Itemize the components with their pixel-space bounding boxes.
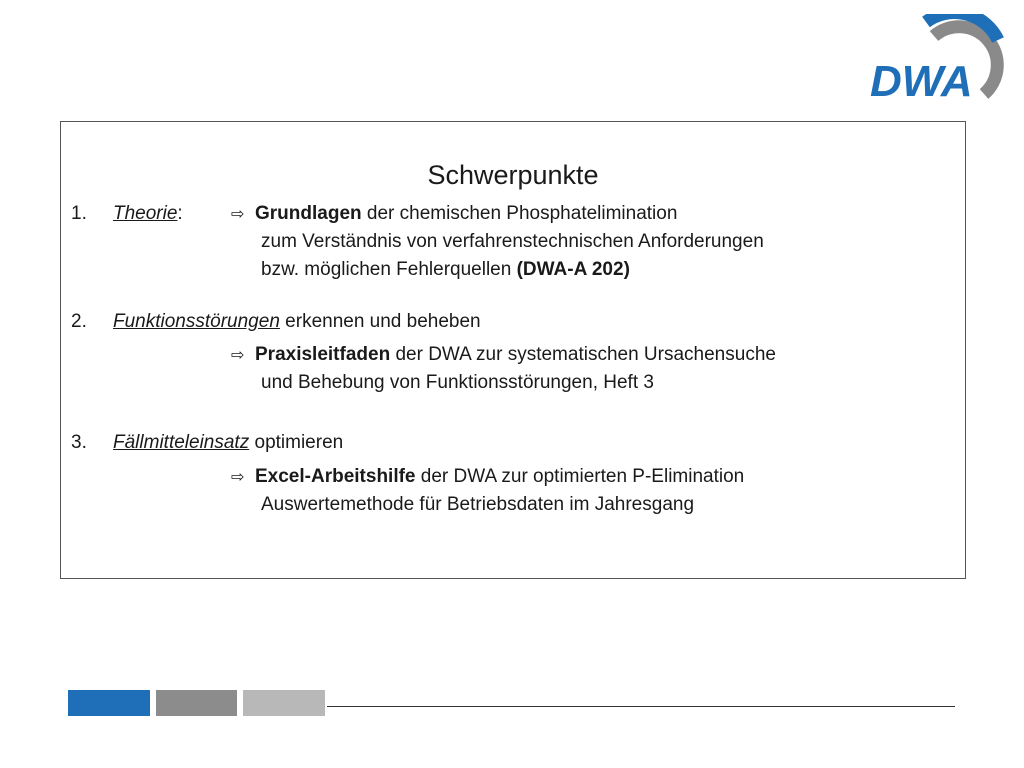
footer-bar-lightgray	[243, 690, 325, 716]
item-label-suffix: optimieren	[249, 432, 344, 453]
content-box	[60, 121, 966, 579]
logo-text: DWA	[870, 57, 973, 104]
arrow-bold-text: Excel-Arbeitshilfe	[255, 466, 416, 487]
item-2-line-2: und Behebung von Funktionsstörungen, Heft 3	[261, 372, 654, 393]
item-2-arrow-line	[231, 341, 776, 369]
arrow-bold-text: Grundlagen	[255, 203, 362, 224]
item-label: Theorie	[113, 203, 178, 224]
slide-title: Schwerpunkte	[427, 160, 599, 190]
dwa-logo	[866, 14, 1016, 104]
item-label-suffix: :	[177, 203, 183, 224]
footer-bar-blue	[68, 690, 150, 716]
item-label: Funktionsstörungen	[113, 311, 280, 332]
item-number: 3.	[71, 432, 87, 453]
item-label: Fällmitteleinsatz	[113, 432, 250, 453]
footer-divider	[327, 706, 955, 707]
arrow-rest-text: der DWA zur systematischen Ursachensuche	[390, 344, 776, 365]
item-number: 2.	[71, 311, 87, 332]
footer-bar-gray	[156, 690, 237, 716]
arrow-right-icon: ⇨	[231, 204, 245, 223]
item-label-suffix: erkennen und beheben	[279, 311, 481, 332]
item-number: 1.	[71, 203, 87, 224]
arrow-rest-text: der DWA zur optimierten P-Elimination	[415, 466, 745, 487]
item-3-line-2: Auswertemethode für Betriebsdaten im Jahresgang	[261, 494, 695, 515]
line-bold: (DWA-A 202)	[516, 259, 630, 280]
arrow-rest-text: der chemischen Phosphatelimination	[361, 203, 678, 224]
item-3-arrow-line	[231, 463, 744, 491]
item-1-arrow-line	[231, 200, 677, 228]
line-prefix: bzw. möglichen Fehlerquellen	[261, 259, 517, 280]
item-1-line-2: zum Verständnis von verfahrenstechnischen Anforderungen	[261, 231, 764, 252]
arrow-right-icon: ⇨	[231, 467, 245, 486]
arrow-right-icon: ⇨	[231, 345, 245, 364]
item-1-line-3	[261, 256, 630, 284]
arrow-bold-text: Praxisleitfaden	[255, 344, 391, 365]
